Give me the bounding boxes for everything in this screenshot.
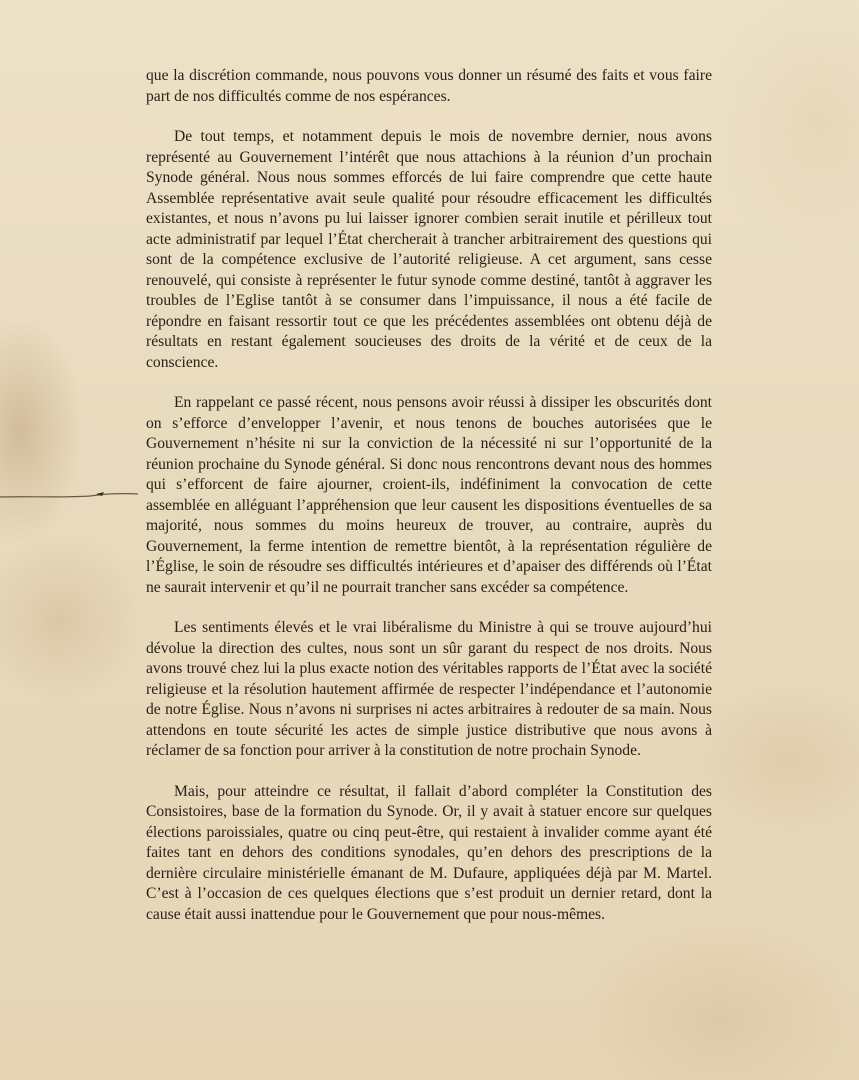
document-body [146,66,712,945]
paragraph-5: Mais, pour atteindre ce résultat, il fallait d’abord compléter la Constitution des Consistoires, base de la formation du Synode. Or, il y avait à statuer encore sur quelques élections paroissiales, quatre ou cinq peut-être, qui restaient à invalider comme ayant été faites tant en dehors des conditions synodales, qu’en dehors des prescriptions de la dernière circulaire ministérielle émanant de M. Dufaure, appliquées déjà par M. Martel. C’est à l’occasion de ces quelques élections que s’est produit un dernier retard, dont la cause était aussi inattendue pour le Gouvernement que pour nous-mêmes. [146,782,712,923]
paragraph-2: De tout temps, et notamment depuis le mois de novembre dernier, nous avons représenté au Gouvernement l’intérêt que nous attachions à la réunion d’un prochain Synode général. Nous nous sommes efforcés de lui faire comprendre que cette haute Assemblée représentative avait seule qualité pour résoudre efficacement les difficultés existantes, et nous n’avons pu lui laisser ignorer combien serait inutile et périlleux tout acte administratif par lequel l’État chercherait à trancher arbitrairement des questions qui sont de la compétence exclusive de l’autorité religieuse. A cet argument, sans cesse renouvelé, qui consiste à représenter le futur synode comme destiné, tantôt à aggraver les troubles de l’Eglise tantôt à se consumer dans l’impuissance, il nous a été facile de répondre en faisant ressortir tout ce que les précédentes assemblées ont obtenu déjà de résultats en restant également soucieuses des droits de la vérité et de ceux de la conscience. [146,128,712,371]
paragraph-3: En rappelant ce passé récent, nous pensons avoir réussi à dissiper les obscurités dont on s’efforce d’envelopper l’avenir, et nous tenons de bouches autorisées que le Gouvernement n’hésite ni sur la conviction de la nécessité ni sur l’opportunité de la réunion prochaine du Synode général. Si donc nous rencontrons devant nous des hommes qui s’efforcent de faire ajourner, croient-ils, indéfiniment la convocation de cette assemblée en alléguant l’appréhension que leur causent les dispositions éventuelles de sa majorité, nous sommes du moins heureux de trouver, au contraire, auprès du Gouvernement, la ferme intention de remettre bientôt, à la représentation régulière de l’Église, le soin de résoudre ses difficultés intérieures et d’apaiser des différends où l’État ne saurait intervenir et qu’il ne pourrait trancher sans excéder sa compétence. [146,394,712,596]
paper-fold-mark [0,488,140,502]
paragraph-1: que la discrétion commande, nous pouvons vous donner un résumé des faits et vous faire part de nos difficultés comme de nos espérances. [146,67,712,105]
paragraph-4: Les sentiments élevés et le vrai libéralisme du Ministre à qui se trouve aujourd’hui dévolue la direction des cultes, nous sont un sûr garant du respect de nos droits. Nous avons trouvé chez lui la plus exacte notion des véritables rapports de l’État avec la société religieuse et la résolution hautement affirmée de respecter l’indépendance et l’autonomie de notre Église. Nous n’avons ni surprises ni actes arbitraires à redouter de sa main. Nous attendons en toute sécurité les actes de simple justice distributive que nous avons à réclamer de sa fonction pour arriver à la constitution de notre prochain Synode. [146,619,712,759]
